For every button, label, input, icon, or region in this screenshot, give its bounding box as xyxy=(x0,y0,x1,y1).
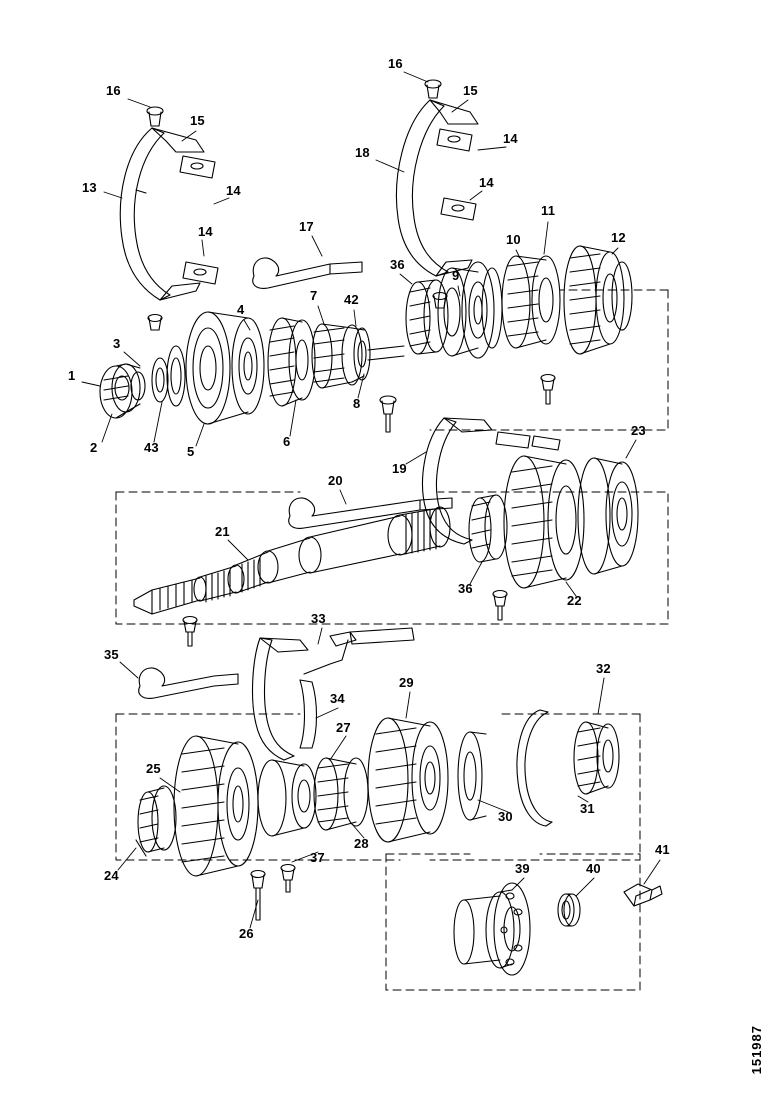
part-32-gear xyxy=(574,722,619,794)
callout-16a: 16 xyxy=(106,83,121,98)
callout-16b: 16 xyxy=(388,56,403,71)
part-1-pinion xyxy=(100,364,145,418)
callout-19: 19 xyxy=(392,461,407,476)
callout-27: 27 xyxy=(336,720,351,735)
part-36b-needle-bearing xyxy=(469,495,507,562)
part-22-output-gear xyxy=(504,456,584,588)
callout-34: 34 xyxy=(330,691,345,706)
callout-10: 10 xyxy=(506,232,521,247)
part-23-flange xyxy=(578,458,638,574)
part-40-washer xyxy=(558,894,580,926)
part-6-gear xyxy=(268,318,315,406)
part-8-bolt xyxy=(380,396,396,432)
part-10-11-synchro-assembly xyxy=(502,256,560,348)
callout-7: 7 xyxy=(310,288,318,303)
callout-37: 37 xyxy=(310,850,325,865)
callout-40: 40 xyxy=(586,861,601,876)
part-28-synchro xyxy=(314,758,368,830)
callout-6: 6 xyxy=(283,434,291,449)
callout-9: 9 xyxy=(452,268,460,283)
callout-32: 32 xyxy=(596,661,611,676)
callout-24: 24 xyxy=(104,868,119,883)
part-7-42-synchro-hub xyxy=(312,324,370,388)
callout-1: 1 xyxy=(68,368,76,383)
bolt-left-mid xyxy=(183,617,197,647)
bolt-mid xyxy=(493,591,507,621)
part-31-snap-ring xyxy=(517,710,552,826)
part-26-bolt xyxy=(251,871,265,921)
part-39-drive-flange xyxy=(454,883,530,975)
callout-26: 26 xyxy=(239,926,254,941)
part-25-gear xyxy=(174,736,258,876)
callout-2: 2 xyxy=(90,440,98,455)
callout-22: 22 xyxy=(567,593,582,608)
callout-11: 11 xyxy=(541,203,556,218)
callout-43: 43 xyxy=(144,440,159,455)
part-3-and-43-washers xyxy=(152,346,185,406)
part-41-nut xyxy=(624,884,662,906)
callout-14b: 14 xyxy=(198,224,213,239)
callout-25: 25 xyxy=(146,761,161,776)
bolt-under-part-12 xyxy=(541,375,555,405)
callout-36a: 36 xyxy=(390,257,405,272)
callout-33: 33 xyxy=(311,611,326,626)
callout-21: 21 xyxy=(215,524,230,539)
part-27-hub xyxy=(258,760,316,836)
callout-14a: 14 xyxy=(226,183,241,198)
part-17-selector-rod xyxy=(253,258,362,288)
part-30-retaining-ring xyxy=(458,732,486,820)
part-21-main-shaft xyxy=(134,507,450,614)
callout-14c: 14 xyxy=(503,131,518,146)
part-12-gear xyxy=(564,246,632,354)
callout-12: 12 xyxy=(611,230,626,245)
callout-14d: 14 xyxy=(479,175,494,190)
callout-4: 4 xyxy=(237,302,245,317)
part-18-shift-fork xyxy=(396,80,478,308)
callout-8: 8 xyxy=(353,396,361,411)
part-5-bearing-flange xyxy=(186,312,264,424)
callout-20: 20 xyxy=(328,473,343,488)
callout-18: 18 xyxy=(355,145,370,160)
callout-5: 5 xyxy=(187,444,195,459)
callout-36b: 36 xyxy=(458,581,473,596)
part-37-bolt xyxy=(281,865,295,893)
drawing-number: 151987 xyxy=(749,1024,764,1074)
part-29-gear xyxy=(368,718,448,842)
callout-23: 23 xyxy=(631,423,646,438)
callout-15a: 15 xyxy=(190,113,205,128)
callout-41: 41 xyxy=(655,842,670,857)
part-24-bearing xyxy=(136,786,176,856)
callout-30: 30 xyxy=(498,809,513,824)
callout-29: 29 xyxy=(399,675,414,690)
callout-39: 39 xyxy=(515,861,530,876)
callout-31: 31 xyxy=(580,801,595,816)
callout-3: 3 xyxy=(113,336,121,351)
callout-13: 13 xyxy=(82,180,97,195)
part-35-selector-rod xyxy=(139,668,238,698)
callout-17: 17 xyxy=(299,219,314,234)
callout-28: 28 xyxy=(354,836,369,851)
callout-15b: 15 xyxy=(463,83,478,98)
part-13-shift-fork xyxy=(120,107,218,330)
callout-35: 35 xyxy=(104,647,119,662)
callout-42: 42 xyxy=(344,292,359,307)
